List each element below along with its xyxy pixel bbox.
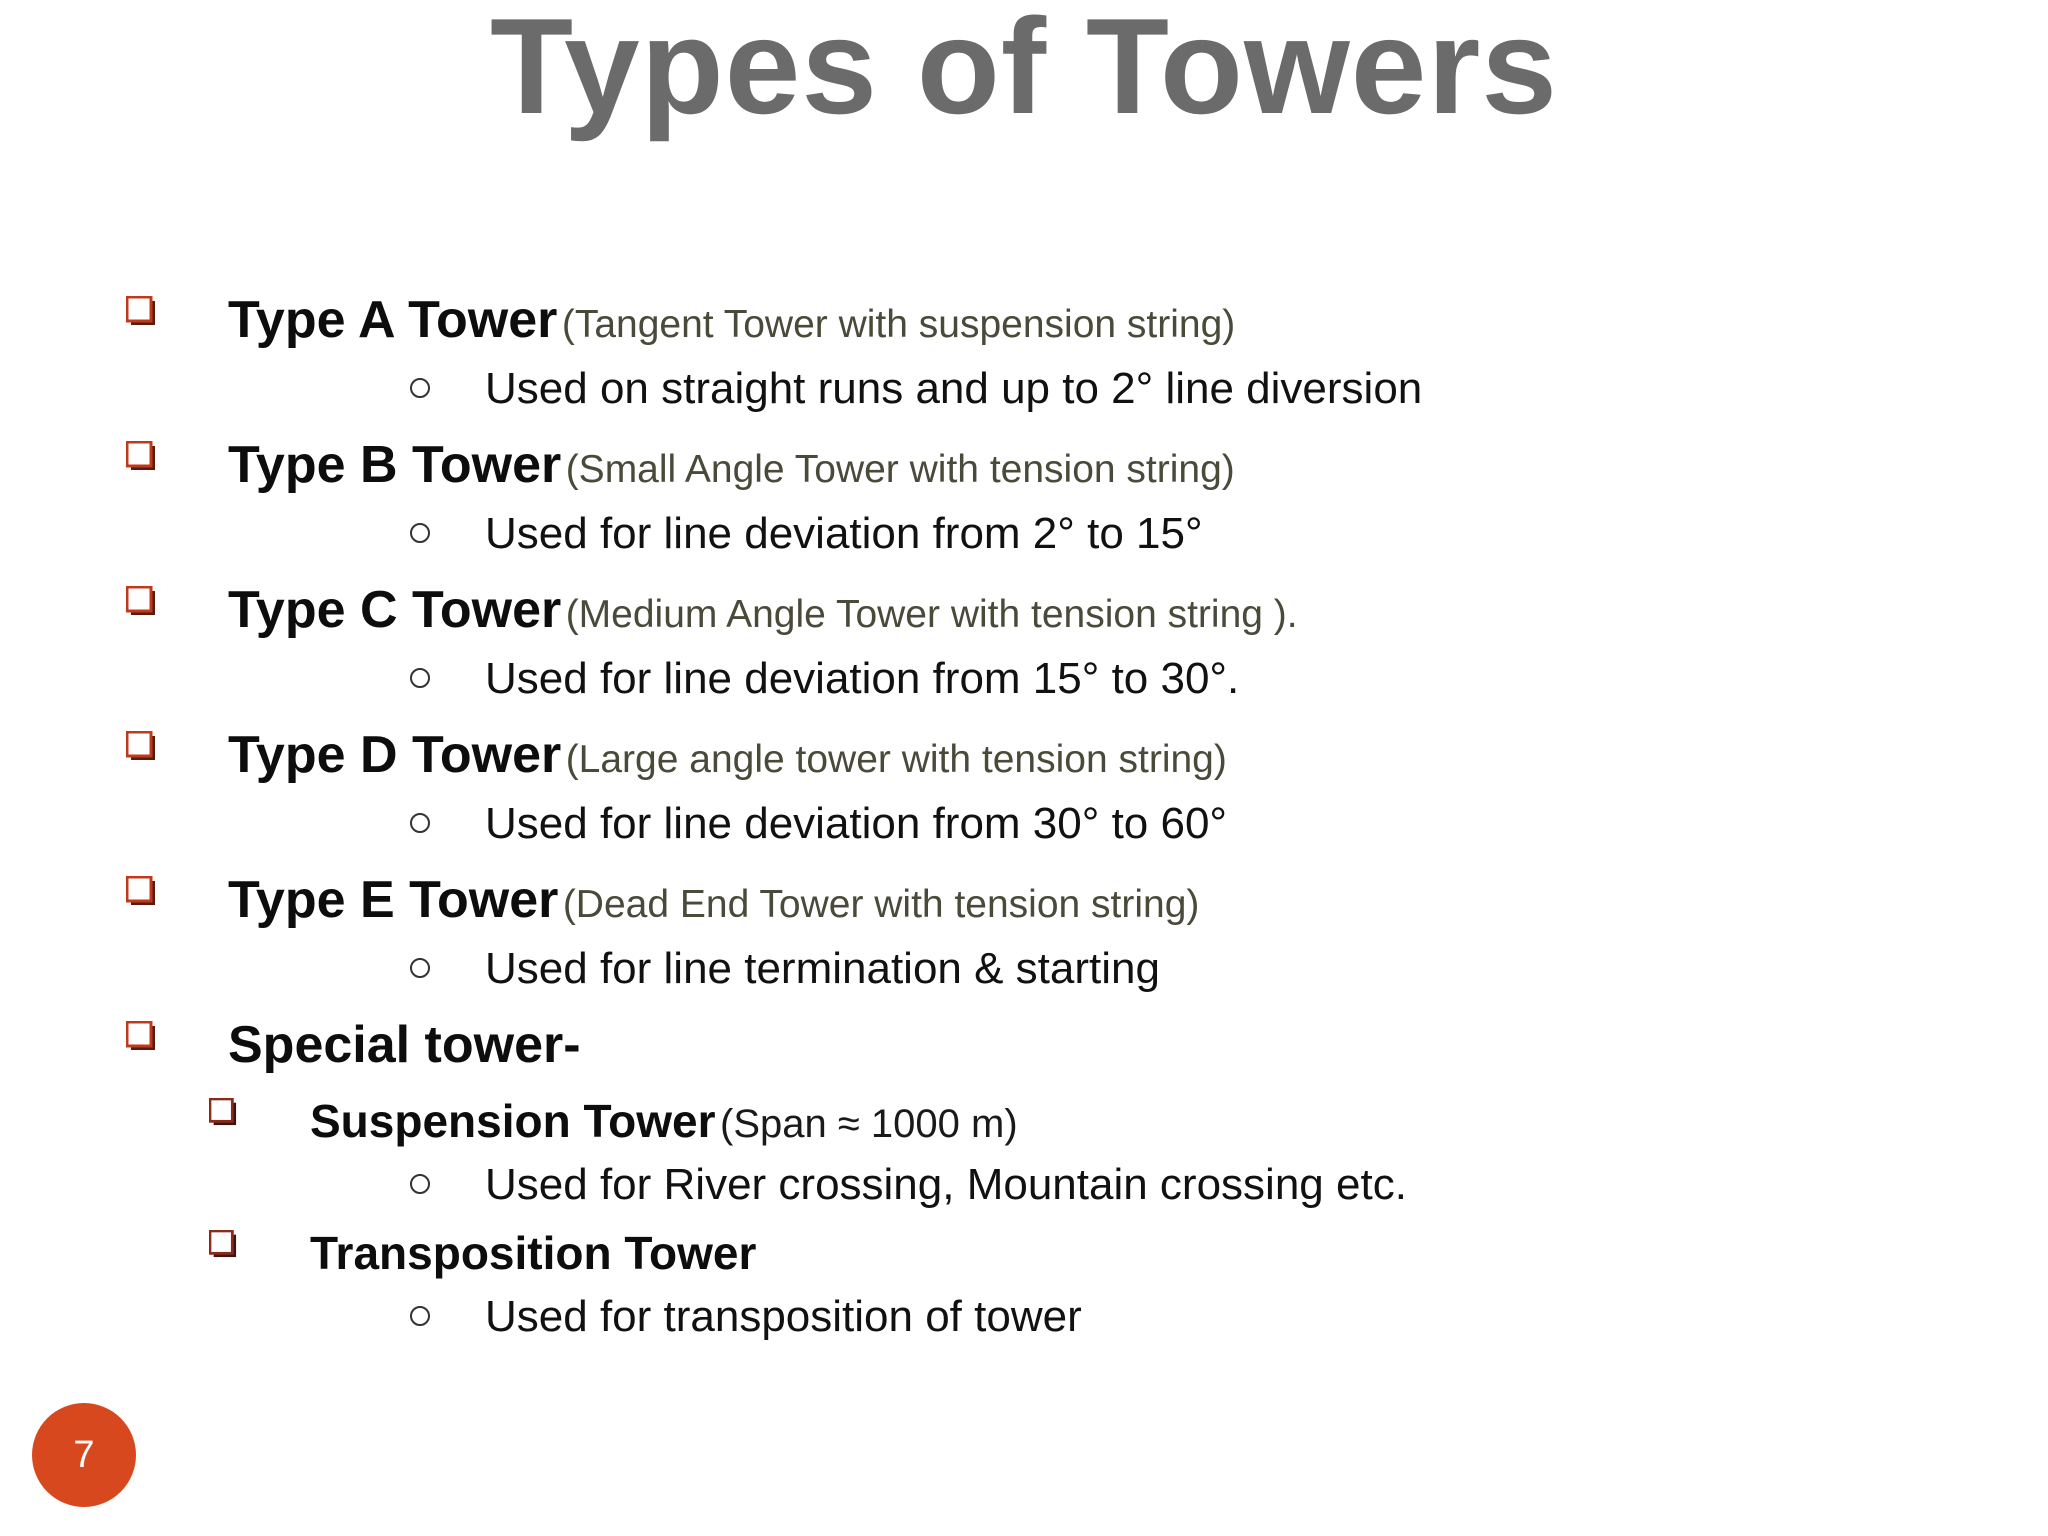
tower-usage-text: Used for line deviation from 2° to 15°	[485, 509, 1203, 558]
tower-usage-text: Used for line deviation from 30° to 60°	[485, 799, 1228, 848]
checkbox-bullet-icon	[126, 876, 156, 906]
page-number-badge: 7	[32, 1403, 136, 1507]
circle-bullet-icon	[410, 523, 430, 543]
tower-type-heading: Type C Tower	[228, 581, 562, 639]
tower-type-heading: Type B Tower	[228, 436, 562, 494]
tower-type-description: (Large angle tower with tension string)	[565, 738, 1227, 781]
checkbox-bullet-icon	[126, 586, 156, 616]
tower-type-description: (Dead End Tower with tension string)	[562, 883, 1200, 926]
list-item-text	[228, 1015, 581, 1075]
checkbox-bullet-icon	[126, 441, 156, 471]
circle-bullet-icon	[410, 813, 430, 833]
special-tower-type-heading: Suspension Tower	[310, 1095, 716, 1147]
list-item-text	[228, 870, 1199, 930]
tower-usage-text: Used for River crossing, Mountain crossing etc.	[485, 1160, 1407, 1209]
circle-bullet-icon	[410, 958, 430, 978]
checkbox-bullet-icon	[209, 1230, 237, 1258]
tower-usage-text: Used for line termination & starting	[485, 944, 1160, 993]
list-item-text	[228, 580, 1298, 640]
list-item-text	[228, 725, 1227, 785]
special-tower-type-heading: Transposition Tower	[310, 1227, 757, 1279]
circle-bullet-icon	[410, 668, 430, 688]
list-item-text	[310, 1094, 1018, 1148]
list-item-text	[228, 290, 1235, 350]
tower-type-heading: Type D Tower	[228, 726, 562, 784]
tower-usage-text: Used on straight runs and up to 2° line diversion	[485, 364, 1423, 413]
tower-type-description: (Small Angle Tower with tension string)	[565, 448, 1235, 491]
circle-bullet-icon	[410, 378, 430, 398]
tower-usage-text: Used for transposition of tower	[485, 1292, 1082, 1341]
list-item-text	[310, 1226, 756, 1280]
checkbox-bullet-icon	[126, 296, 156, 326]
checkbox-bullet-icon	[209, 1098, 237, 1126]
list-item-text	[228, 435, 1235, 495]
slide-title: Types of Towers	[490, 0, 1558, 142]
tower-usage-text: Used for line deviation from 15° to 30°.	[485, 654, 1240, 703]
checkbox-bullet-icon	[126, 1021, 156, 1051]
tower-type-description: (Medium Angle Tower with tension string ).	[565, 593, 1298, 636]
checkbox-bullet-icon	[126, 731, 156, 761]
circle-bullet-icon	[410, 1174, 430, 1194]
tower-type-heading: Type E Tower	[228, 871, 559, 929]
circle-bullet-icon	[410, 1306, 430, 1326]
tower-type-heading: Type A Tower	[228, 291, 558, 349]
tower-type-description: (Tangent Tower with suspension string)	[561, 303, 1236, 346]
special-tower-heading: Special tower-	[228, 1016, 581, 1074]
special-tower-type-description: (Span ≈ 1000 m)	[720, 1102, 1018, 1146]
